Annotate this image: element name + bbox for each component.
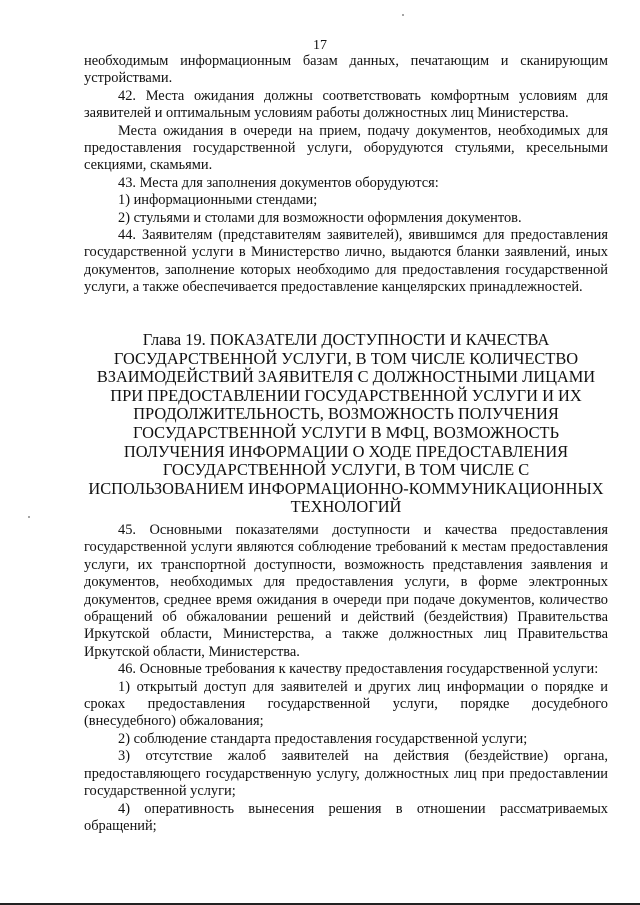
scan-speck [402,14,404,16]
scan-speck [28,516,30,518]
paragraph: 1) информационными стендами; [118,192,318,209]
bottom-text-block [84,522,608,835]
paragraph: 44. Заявителям (представителям заявителей), явившимся для предоставления государственной услуги в Министерство лично, выдаются бланки заявлений, иных документов, заполнение которых необходимо для предоставления государственной услуги, а также обеспечивается предоставление канцелярских принадлежностей. [84,227,608,296]
chapter-heading: Глава 19. ПОКАЗАТЕЛИ ДОСТУПНОСТИ И КАЧЕСТВА ГОСУДАРСТВЕННОЙ УСЛУГИ, В ТОМ ЧИСЛЕ КОЛИЧЕСТВО ВЗАИМОДЕЙСТВИЙ ЗАЯВИТЕЛЯ С ДОЛЖНОСТНЫМИ ЛИЦАМИ ПРИ ПРЕДОСТАВЛЕНИИ ГОСУДАРСТВЕННОЙ УСЛУГИ И ИХ ПРОДОЛЖИТЕЛЬНОСТЬ, ВОЗМОЖНОСТЬ ПОЛУЧЕНИЯ ГОСУДАРСТВЕННОЙ УСЛУГИ В МФЦ, ВОЗМОЖНОСТЬ ПОЛУЧЕНИЯ ИНФОРМАЦИИ О ХОДЕ ПРЕДОСТАВЛЕНИЯ ГОСУДАРСТВЕННОЙ УСЛУГИ, В ТОМ ЧИСЛЕ С ИСПОЛЬЗОВАНИЕМ ИНФОРМАЦИОННО-КОММУНИКАЦИОННЫХ ТЕХНОЛОГИЙ [88,330,604,517]
paragraph: Места ожидания в очереди на прием, подачу документов, необходимых для предоставления государственной услуги, оборудуются стульями, кресельными секциями, скамьями. [84,122,608,174]
paragraph: 45. Основными показателями доступности и качества предоставления государственной услуги являются соблюдение требований к местам предоставления услуги, их транспортной доступности, возможность представления заявления и документов, необходимых для предоставления услуги, в форме электронных документов, среднее время ожидания в очереди при подаче документов, количество обращений об обжаловании решений и действий (бездействия) Правительства Иркутской области, Министерства, а также должностных лиц Правительства Иркутской области, Министерства. [84,522,608,660]
paragraph: 42. Места ожидания должны соответствовать комфортным условиям для заявителей и оптимальным условиям работы должностных лиц Министерства. [84,87,608,122]
paragraph: 46. Основные требования к качеству предоставления государственной услуги: [118,661,599,678]
paragraph: 2) стульями и столами для возможности оформления документов. [118,209,522,226]
paragraph: 3) отсутствие жалоб заявителей на действия (бездействие) органа, предоставляющего государственную услугу, должностных лиц при предоставлении государственной услуги; [84,748,608,800]
paragraph: 2) соблюдение стандарта предоставления государственной услуги; [118,730,528,747]
top-text-block [84,53,608,297]
paragraph: необходимым информационным базам данных, печатающим и сканирующим устройствами. [84,53,608,87]
paragraph: 4) оперативность вынесения решения в отношении рассматриваемых обращений; [84,800,608,834]
paragraph: 43. Места для заполнения документов оборудуются: [118,174,439,191]
page-number: 17 [313,38,327,53]
paragraph: 1) открытый доступ для заявителей и других лиц информации о порядке и сроках предоставления государственной услуги, порядке досудебного (внесудебного) обжалования; [84,678,608,730]
